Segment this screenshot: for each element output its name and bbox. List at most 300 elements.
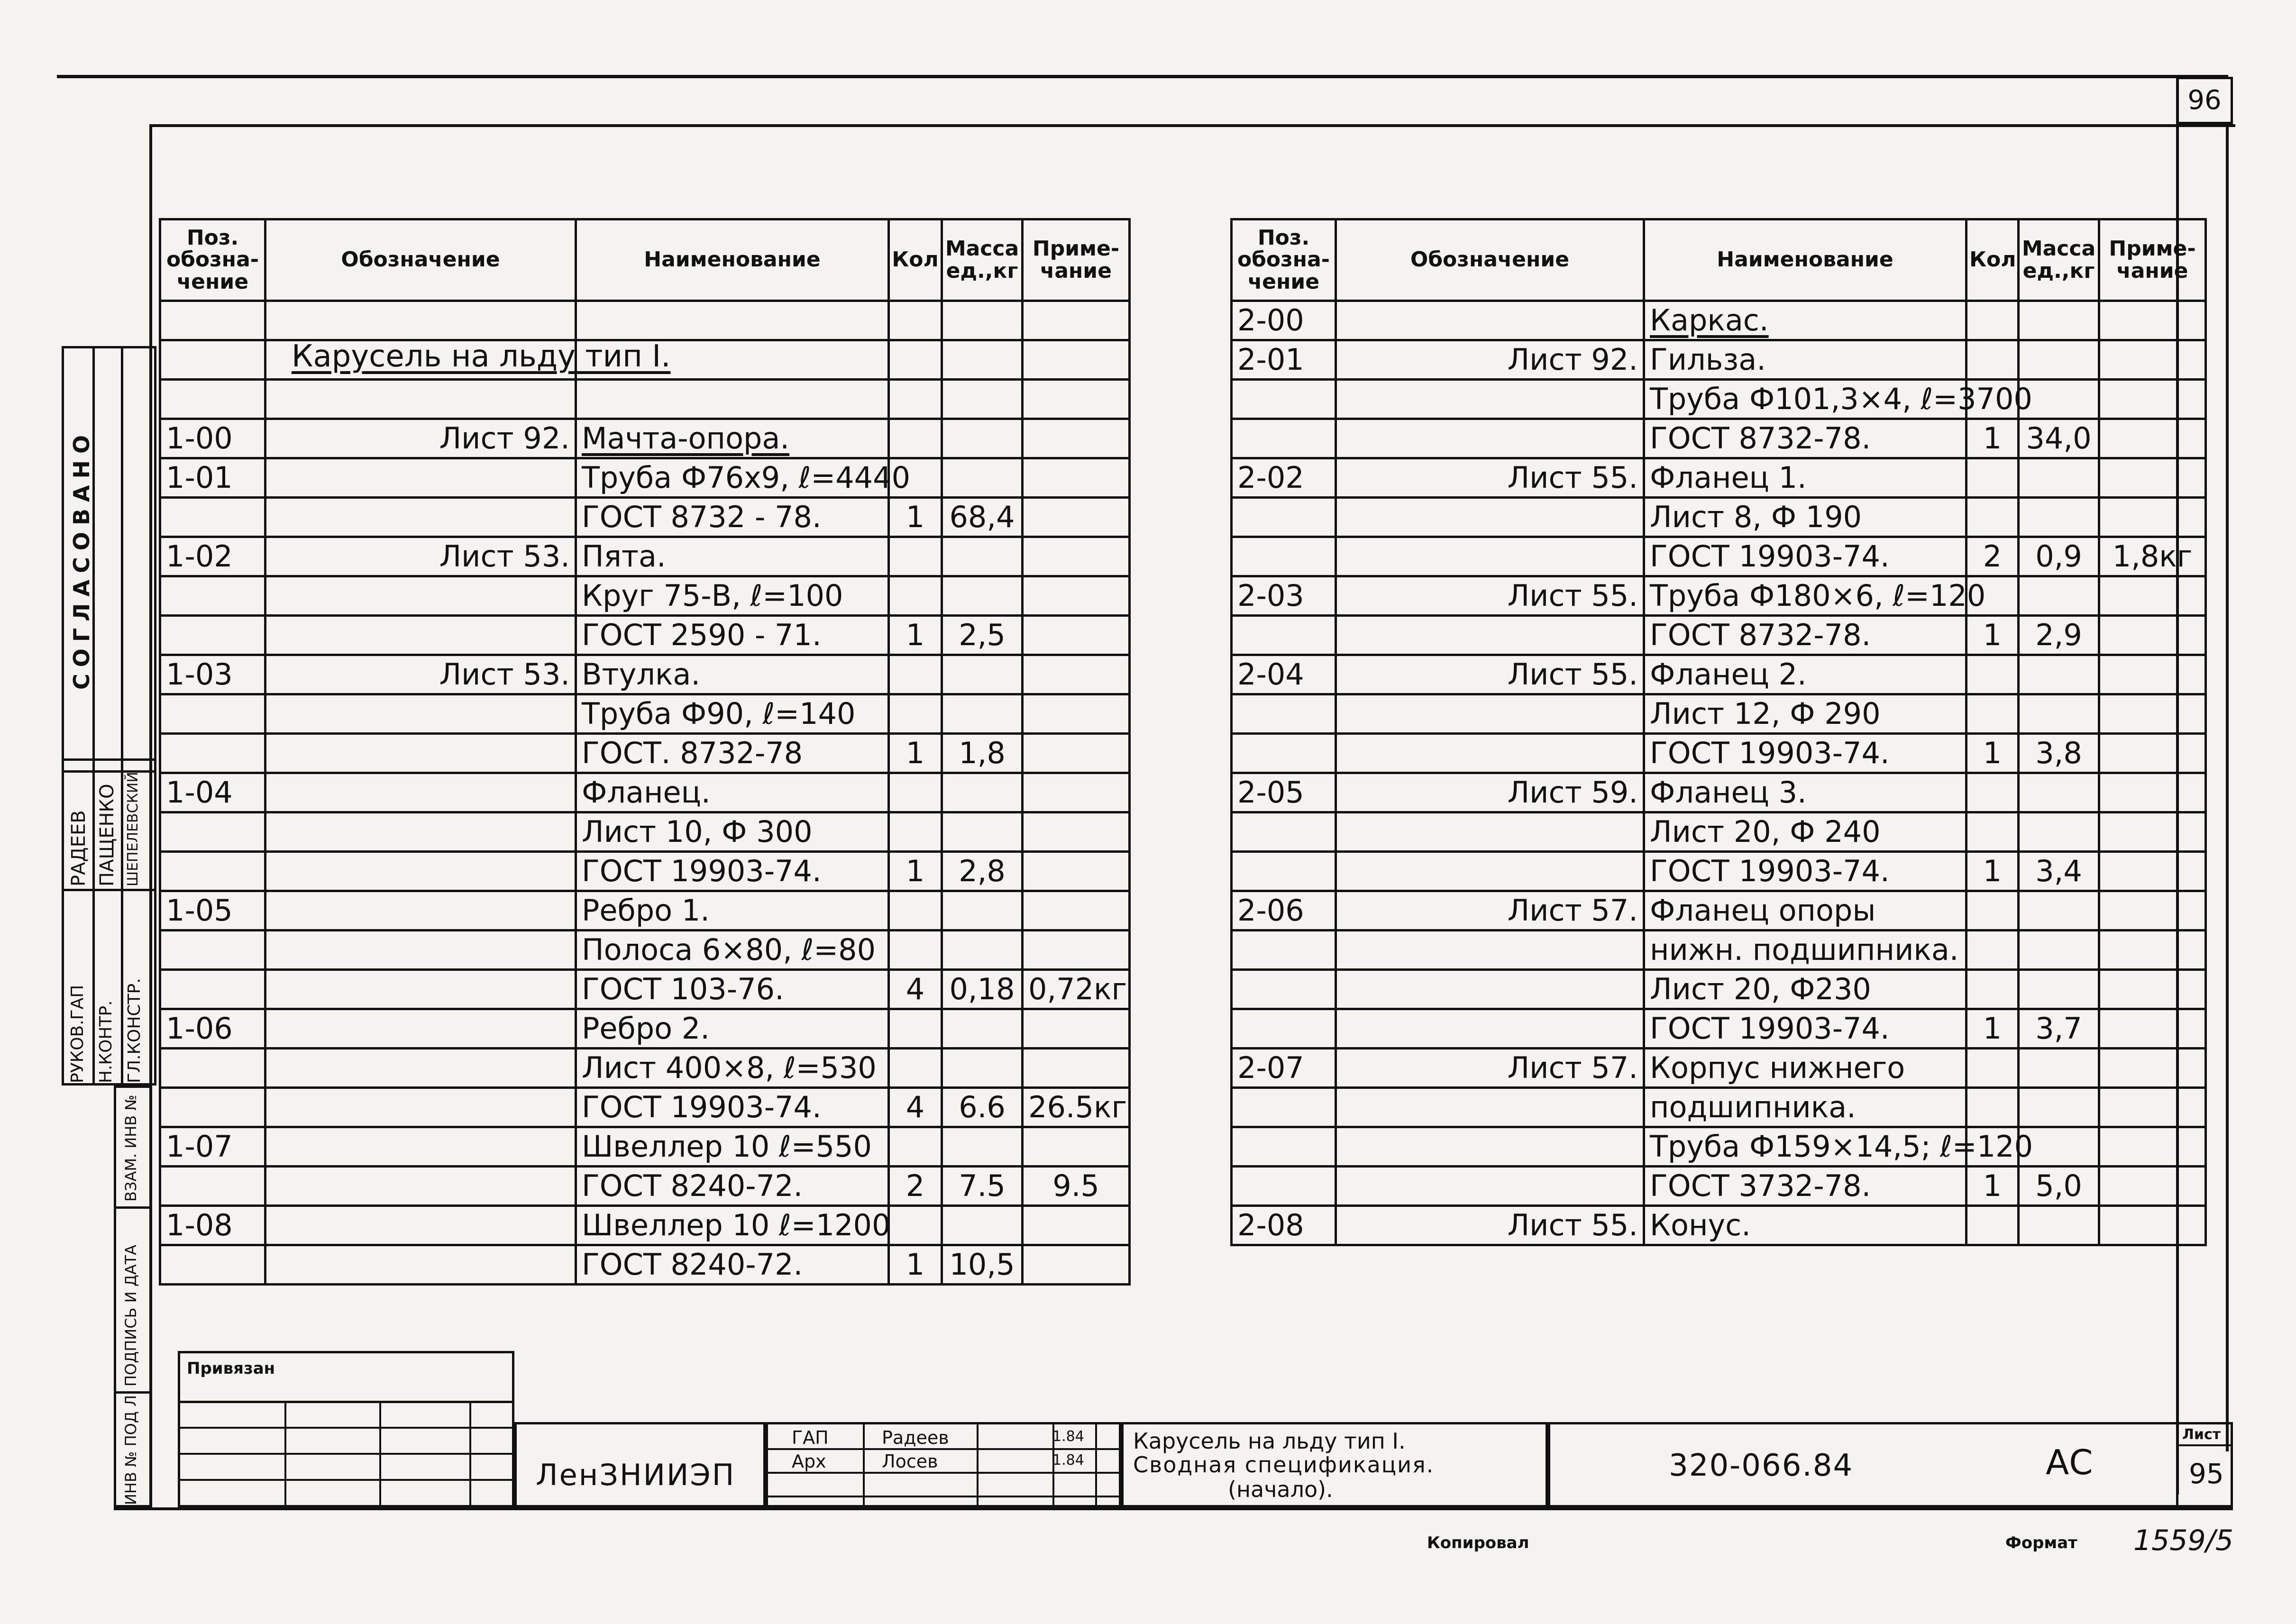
cell-qty — [1967, 301, 2019, 340]
cell-mass — [2019, 1206, 2099, 1245]
table-row — [160, 1167, 1130, 1206]
cell-des — [265, 970, 576, 1009]
cell-note — [2099, 734, 2206, 773]
cell-note — [1023, 694, 1130, 734]
cell-des — [1336, 1088, 1644, 1127]
cell-pos: 2-00 — [1232, 301, 1336, 340]
cell-pos: 1-01 — [160, 458, 265, 498]
cell-note — [2099, 812, 2206, 852]
cell-qty: 1 — [889, 498, 942, 537]
cell-mass — [942, 812, 1023, 852]
cell-des — [265, 498, 576, 537]
table-row — [160, 498, 1130, 537]
cell-note — [2099, 1206, 2206, 1245]
cell-mass — [942, 576, 1023, 616]
cell-des: Лист 55. — [1336, 655, 1644, 694]
format-number: 1559/5 — [2133, 1524, 2234, 1557]
cell-mass — [2019, 301, 2099, 340]
table-row — [160, 458, 1130, 498]
cell-mass — [2019, 970, 2099, 1009]
cell-pos — [160, 734, 265, 773]
table-row — [160, 852, 1130, 891]
cell-qty — [889, 301, 942, 340]
table-row — [160, 1206, 1130, 1245]
cell-note: 9.5 — [1023, 1167, 1130, 1206]
cell-name: Труба Ф76х9, ℓ=4440 — [576, 458, 889, 498]
cell-name: Лист 20, Ф230 — [1644, 970, 1967, 1009]
stamp-grid — [178, 1403, 514, 1507]
drawing-code: 320-066.84 — [1669, 1448, 1854, 1483]
top-frame-line — [57, 75, 2228, 78]
cell-pos — [1232, 537, 1336, 576]
cell-mass: 0,9 — [2019, 537, 2099, 576]
cell-name: Втулка. — [576, 655, 889, 694]
approval-label: СОГЛАСОВАНО — [69, 428, 94, 690]
signer-1: Радеев — [882, 1427, 949, 1448]
cell-note — [2099, 1127, 2206, 1167]
cell-qty — [889, 419, 942, 458]
bottom-frame-line — [114, 1507, 2233, 1510]
cell-des — [265, 1167, 576, 1206]
stage-code: АС — [2046, 1442, 2093, 1482]
cell-note — [2099, 970, 2206, 1009]
cell-qty — [889, 537, 942, 576]
cell-name: ГОСТ. 8732-78 — [576, 734, 889, 773]
cell-name — [576, 380, 889, 419]
cell-des: Лист 92. — [265, 419, 576, 458]
cell-name: ГОСТ 19903-74. — [1644, 734, 1967, 773]
cell-pos: 2-04 — [1232, 655, 1336, 694]
cell-note — [1023, 616, 1130, 655]
cell-note — [2099, 616, 2206, 655]
table-row — [1232, 1206, 2206, 1245]
copied-label: Копировал — [1427, 1533, 1529, 1552]
cell-note — [1023, 655, 1130, 694]
cell-des — [265, 891, 576, 931]
cell-qty — [1967, 1049, 2019, 1088]
cell-name: Каркас. — [1644, 301, 1967, 340]
cell-name: Лист 400×8, ℓ=530 — [576, 1049, 889, 1088]
header-qty: Кол — [1967, 219, 2019, 301]
table-row — [1232, 301, 2206, 340]
cell-pos — [1232, 1167, 1336, 1206]
cell-qty: 2 — [1967, 537, 2019, 576]
cell-qty: 1 — [1967, 734, 2019, 773]
cell-note — [2099, 498, 2206, 537]
cell-mass — [2019, 812, 2099, 852]
cell-qty — [889, 1127, 942, 1167]
org-name: ЛенЗНИИЭП — [536, 1458, 736, 1492]
table-row — [1232, 380, 2206, 419]
cell-name: Лист 8, Ф 190 — [1644, 498, 1967, 537]
cell-des: Лист 59. — [1336, 773, 1644, 812]
cell-des: Лист 92. — [1336, 340, 1644, 380]
cell-pos: 1-08 — [160, 1206, 265, 1245]
cell-pos — [160, 1049, 265, 1088]
left-section-title: Карусель на льду тип I. — [292, 339, 671, 374]
cell-mass — [2019, 655, 2099, 694]
cell-mass — [942, 891, 1023, 931]
cell-qty — [889, 812, 942, 852]
sheet-label: Лист — [2182, 1426, 2221, 1443]
cell-note — [2099, 458, 2206, 498]
cell-name: Труба Ф180×6, ℓ=120 — [1644, 576, 1967, 616]
cell-name: ГОСТ 103-76. — [576, 970, 889, 1009]
cell-des — [265, 1009, 576, 1049]
cell-des — [265, 773, 576, 812]
cell-pos — [1232, 1127, 1336, 1167]
cell-qty — [1967, 812, 2019, 852]
cell-mass — [942, 694, 1023, 734]
sheet-box — [2176, 1422, 2233, 1507]
cell-qty — [889, 694, 942, 734]
cell-des — [265, 931, 576, 970]
cell-name: Гильза. — [1644, 340, 1967, 380]
cell-pos — [1232, 616, 1336, 655]
table-row — [1232, 694, 2206, 734]
cell-des — [265, 616, 576, 655]
cell-mass: 2,8 — [942, 852, 1023, 891]
table-row — [160, 380, 1130, 419]
date-1: 1.84 — [1052, 1428, 1084, 1445]
cell-note — [2099, 931, 2206, 970]
cell-pos: 2-02 — [1232, 458, 1336, 498]
cell-pos — [160, 576, 265, 616]
cell-pos: 2-05 — [1232, 773, 1336, 812]
table-row — [160, 931, 1130, 970]
header-name: Наименование — [576, 219, 889, 301]
cell-mass — [2019, 458, 2099, 498]
cell-qty — [889, 380, 942, 419]
cell-pos — [160, 812, 265, 852]
table-row — [1232, 891, 2206, 931]
cell-mass: 0,18 — [942, 970, 1023, 1009]
cell-mass — [942, 1009, 1023, 1049]
cell-des — [265, 1206, 576, 1245]
cell-des — [1336, 1167, 1644, 1206]
cell-note — [2099, 301, 2206, 340]
header-note: Приме- чание — [1023, 219, 1130, 301]
cell-name: Фланец 2. — [1644, 655, 1967, 694]
cell-name: Швеллер 10 ℓ=550 — [576, 1127, 889, 1167]
table-row — [160, 694, 1130, 734]
cell-des: Лист 57. — [1336, 1049, 1644, 1088]
cell-pos: 1-05 — [160, 891, 265, 931]
side-label-1: ВЗАМ. ИНВ № — [122, 1095, 140, 1202]
header-note: Приме- чание — [2099, 219, 2206, 301]
cell-name: Труба Ф159×14,5; ℓ=120 — [1644, 1127, 1967, 1167]
cell-qty — [1967, 773, 2019, 812]
cell-mass: 5,0 — [2019, 1167, 2099, 1206]
cell-note — [1023, 498, 1130, 537]
cell-des — [265, 1049, 576, 1088]
cell-note — [1023, 537, 1130, 576]
sig-role-3: ГЛ.КОНСТР. — [125, 978, 144, 1083]
cell-des — [1336, 301, 1644, 340]
cell-qty — [889, 1206, 942, 1245]
table-row — [160, 773, 1130, 812]
cell-des: Лист 57. — [1336, 891, 1644, 931]
cell-qty — [889, 931, 942, 970]
cell-pos — [1232, 1088, 1336, 1127]
cell-name: нижн. подшипника. — [1644, 931, 1967, 970]
cell-pos — [1232, 1009, 1336, 1049]
cell-qty — [889, 1049, 942, 1088]
cell-qty — [1967, 694, 2019, 734]
cell-des — [1336, 734, 1644, 773]
table-row — [1232, 616, 2206, 655]
table-row — [160, 616, 1130, 655]
cell-des — [1336, 419, 1644, 458]
cell-name: Фланец 1. — [1644, 458, 1967, 498]
drawing-title-line-3: (начало). — [1228, 1477, 1333, 1502]
cell-name: Фланец опоры — [1644, 891, 1967, 931]
cell-des — [265, 734, 576, 773]
cell-des — [1336, 1127, 1644, 1167]
cell-qty — [889, 1009, 942, 1049]
cell-qty: 1 — [889, 734, 942, 773]
cell-name: Мачта-опора. — [576, 419, 889, 458]
cell-note — [1023, 1206, 1130, 1245]
cell-qty — [1967, 340, 2019, 380]
side-label-2: ПОДПИСЬ И ДАТА — [122, 1244, 140, 1387]
cell-name: Полоса 6×80, ℓ=80 — [576, 931, 889, 970]
header-mass: Масса ед.,кг — [2019, 219, 2099, 301]
cell-name: Ребро 1. — [576, 891, 889, 931]
cell-qty: 4 — [889, 970, 942, 1009]
cell-pos — [160, 1245, 265, 1285]
cell-pos — [1232, 498, 1336, 537]
table-row — [160, 1088, 1130, 1127]
cell-note — [2099, 1167, 2206, 1206]
cell-name: ГОСТ 2590 - 71. — [576, 616, 889, 655]
cell-pos: 1-07 — [160, 1127, 265, 1167]
cell-name: ГОСТ 8240-72. — [576, 1245, 889, 1285]
cell-mass — [2019, 891, 2099, 931]
cell-note — [2099, 1049, 2206, 1088]
header-pos: Поз. обозна- чение — [160, 219, 265, 301]
cell-qty: 1 — [889, 1245, 942, 1285]
signature-strip — [62, 758, 156, 1086]
cell-mass — [2019, 498, 2099, 537]
cell-name: ГОСТ 19903-74. — [1644, 537, 1967, 576]
table-row — [1232, 773, 2206, 812]
cell-mass: 1,8 — [942, 734, 1023, 773]
cell-pos — [1232, 931, 1336, 970]
drawing-title-line-2: Сводная спецификация. — [1133, 1452, 1435, 1478]
table-row — [160, 970, 1130, 1009]
cell-pos — [160, 931, 265, 970]
cell-des — [265, 694, 576, 734]
cell-des — [265, 576, 576, 616]
role-gap: ГАП — [792, 1427, 829, 1448]
cell-des — [1336, 616, 1644, 655]
cell-pos — [1232, 734, 1336, 773]
cell-qty: 1 — [1967, 1009, 2019, 1049]
table-row — [160, 576, 1130, 616]
cell-name: подшипника. — [1644, 1088, 1967, 1127]
table-row — [1232, 852, 2206, 891]
sheet-number: 95 — [2189, 1458, 2224, 1490]
cell-name: ГОСТ 19903-74. — [1644, 1009, 1967, 1049]
cell-des — [265, 380, 576, 419]
cell-pos: 2-03 — [1232, 576, 1336, 616]
cell-mass — [942, 1206, 1023, 1245]
cell-name: ГОСТ 19903-74. — [576, 852, 889, 891]
table-row — [1232, 812, 2206, 852]
cell-mass: 3,7 — [2019, 1009, 2099, 1049]
cell-mass — [2019, 931, 2099, 970]
cell-des: Лист 55. — [1336, 1206, 1644, 1245]
cell-qty — [1967, 1088, 2019, 1127]
cell-note — [1023, 380, 1130, 419]
cell-pos: 2-08 — [1232, 1206, 1336, 1245]
cell-mass — [2019, 1049, 2099, 1088]
cell-qty: 1 — [1967, 616, 2019, 655]
cell-pos: 1-03 — [160, 655, 265, 694]
cell-mass — [942, 458, 1023, 498]
cell-des — [1336, 498, 1644, 537]
cell-name: Пята. — [576, 537, 889, 576]
cell-qty — [1967, 458, 2019, 498]
cell-mass — [942, 655, 1023, 694]
cell-name: Круг 75-В, ℓ=100 — [576, 576, 889, 616]
drawing-title-box — [1121, 1422, 1548, 1507]
cell-note — [1023, 340, 1130, 380]
cell-name: Труба Ф90, ℓ=140 — [576, 694, 889, 734]
cell-pos — [160, 852, 265, 891]
cell-pos: 2-06 — [1232, 891, 1336, 931]
cell-des — [1336, 1009, 1644, 1049]
cell-note — [1023, 576, 1130, 616]
cell-mass — [942, 931, 1023, 970]
cell-pos: 2-07 — [1232, 1049, 1336, 1088]
cell-des — [1336, 694, 1644, 734]
cell-qty — [889, 655, 942, 694]
header-mass: Масса ед.,кг — [942, 219, 1023, 301]
cell-pos — [160, 970, 265, 1009]
cell-qty — [889, 773, 942, 812]
cell-note — [1023, 931, 1130, 970]
cell-note — [2099, 419, 2206, 458]
table-row — [160, 734, 1130, 773]
table-row — [1232, 1088, 2206, 1127]
cell-qty: 1 — [1967, 419, 2019, 458]
cell-name: Конус. — [1644, 1206, 1967, 1245]
cell-mass — [942, 301, 1023, 340]
cell-mass — [942, 537, 1023, 576]
cell-mass: 3,4 — [2019, 852, 2099, 891]
cell-pos — [160, 1088, 265, 1127]
cell-name: Швеллер 10 ℓ=1200 — [576, 1206, 889, 1245]
cell-mass: 68,4 — [942, 498, 1023, 537]
inner-right-line — [2226, 124, 2229, 1451]
table-row — [1232, 340, 2206, 380]
cell-qty — [1967, 655, 2019, 694]
cell-pos: 1-00 — [160, 419, 265, 458]
cell-note — [1023, 301, 1130, 340]
privyazan-box — [178, 1351, 514, 1403]
code-box — [1548, 1422, 2178, 1507]
cell-note: 26.5кг — [1023, 1088, 1130, 1127]
cell-mass — [942, 1127, 1023, 1167]
cell-name: Ребро 2. — [576, 1009, 889, 1049]
cell-qty: 1 — [889, 616, 942, 655]
cell-pos — [160, 301, 265, 340]
cell-name: ГОСТ 3732-78. — [1644, 1167, 1967, 1206]
cell-note — [2099, 655, 2206, 694]
cell-pos — [1232, 419, 1336, 458]
cell-des — [265, 1127, 576, 1167]
table-row — [160, 419, 1130, 458]
cell-mass: 2,5 — [942, 616, 1023, 655]
privyazan-label: Привязан — [187, 1359, 275, 1378]
cell-note — [2099, 380, 2206, 419]
cell-note — [1023, 812, 1130, 852]
cell-name: ГОСТ 8240-72. — [576, 1167, 889, 1206]
cell-mass — [942, 380, 1023, 419]
header-designation: Обозначение — [265, 219, 576, 301]
cell-mass — [2019, 694, 2099, 734]
right-spec-table — [1230, 218, 2207, 1246]
header-designation: Обозначение — [1336, 219, 1644, 301]
table-row — [1232, 498, 2206, 537]
cell-des — [265, 1245, 576, 1285]
cell-qty: 1 — [889, 852, 942, 891]
drawing-title-line-1: Карусель на льду тип I. — [1133, 1428, 1406, 1454]
cell-note — [2099, 340, 2206, 380]
sig-role-1: РУКОВ.ГАП — [68, 985, 87, 1083]
cell-pos — [1232, 380, 1336, 419]
table-row — [160, 655, 1130, 694]
cell-mass — [942, 773, 1023, 812]
cell-note — [1023, 1009, 1130, 1049]
cell-des: Лист 55. — [1336, 458, 1644, 498]
cell-note — [1023, 773, 1130, 812]
cell-mass — [942, 1049, 1023, 1088]
cell-mass: 34,0 — [2019, 419, 2099, 458]
header-pos: Поз. обозна- чение — [1232, 219, 1336, 301]
table-row — [1232, 576, 2206, 616]
table-row — [1232, 931, 2206, 970]
cell-mass — [2019, 773, 2099, 812]
table-row — [160, 1245, 1130, 1285]
cell-mass — [2019, 1088, 2099, 1127]
cell-pos — [160, 1167, 265, 1206]
cell-qty — [1967, 891, 2019, 931]
table-row — [160, 301, 1130, 340]
cell-qty: 2 — [889, 1167, 942, 1206]
cell-pos — [160, 340, 265, 380]
cell-qty — [1967, 931, 2019, 970]
cell-des — [1336, 970, 1644, 1009]
table-row — [1232, 1049, 2206, 1088]
cell-note — [1023, 1127, 1130, 1167]
cell-mass — [2019, 576, 2099, 616]
side-label-3: ИНВ № ПОД Л — [122, 1395, 140, 1505]
cell-pos — [160, 498, 265, 537]
cell-name: Фланец. — [576, 773, 889, 812]
cell-mass: 3,8 — [2019, 734, 2099, 773]
table-row — [1232, 1127, 2206, 1167]
table-row — [1232, 419, 2206, 458]
cell-name: Лист 12, Ф 290 — [1644, 694, 1967, 734]
date-2: 1.84 — [1052, 1452, 1084, 1469]
cell-mass: 7.5 — [942, 1167, 1023, 1206]
cell-pos — [1232, 852, 1336, 891]
cell-pos — [160, 380, 265, 419]
cell-pos — [1232, 970, 1336, 1009]
